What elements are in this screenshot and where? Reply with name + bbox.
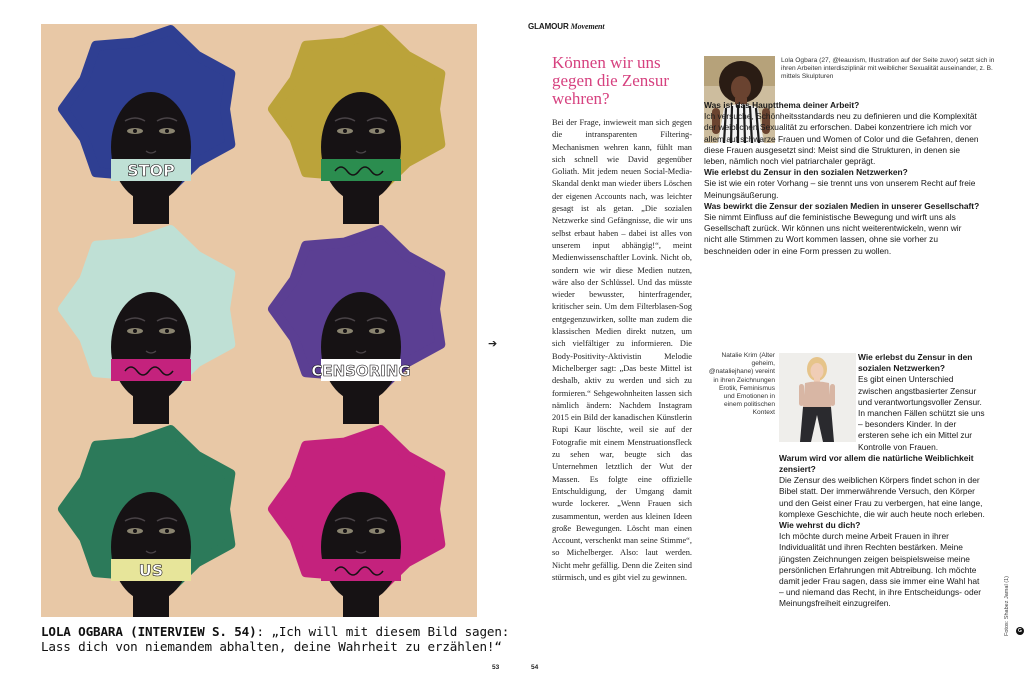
- brand-section: Movement: [570, 22, 605, 31]
- answer-2: Sie ist wie ein roter Vorhang – sie trennt uns von unserem Recht auf freie Meinungsäußerung.: [704, 178, 976, 200]
- magazine-brand: [528, 22, 605, 31]
- question-1: Was ist das Hauptthema deiner Arbeit?: [704, 100, 860, 110]
- answer-1: Ich versuche, Schönheitsstandards neu zu definieren und die Komplexität der weiblichen Sexualität zu erforschen. Dabei konzentriere ich mich vor allem auf schwarze Frauen und Women of Color und die Gefahren, denen diese Frauen ausgesetzt sind: Meist sind die Strukturen, in denen sie leben, nämlich noch viel patriarchaler geprägt.: [704, 111, 979, 167]
- illustration-caption: [41, 624, 511, 654]
- face-4: [273, 230, 440, 424]
- answer-n3: Ich möchte durch meine Arbeit Frauen in ihrer Individualität und ihren Rechten bestärken. Meine jüngsten Zeichnungen zeigen beispielsweise meine persönlichen Erfahrungen mit Abtreibung. Ich möchte damit jeder Frau sagen, dass sie immer eine Wahl hat – und niemand das Recht, in ihre Entscheidungs- oder Meinungsfreiheit einzugreifen.: [779, 531, 982, 609]
- face-label: US: [138, 561, 164, 580]
- six-faces-illustration: [41, 24, 477, 617]
- article-body: Bei der Frage, inwieweit man sich gegen die intransparenten Filtering-Mechanismen wehren kann, fühlt man sich schnell wie David gegenüber Goliath. Mit jedem neuen Social-Media-Skandal denkt man wieder übers Löschen der eigenen Accounts nach, was leichter gesagt ist als getan. „Die sozialen Netzwerke sind Gefängnisse, die wir uns selbst erbaut haben – dabei ist alles von unserem input abhängig!“, meint Medienwissenschaftler Lovink. Nicht ob, sondern wie wir diese Medien nutzen, wäre also der Schlüssel. Und das müsste wieder bewusster, hinterfragender, kritischer sein. Um dem Filterblasen-Sog entgegenzuwirken, sollte man zudem die klassischen Medien direkt nutzen, um sich vielfältiger zu informieren. Die Body-Positivity-Aktivistin Melodie Michelberger sagt: „Das beste Mittel ist deshalb, aktiv zu werden und sich zu formieren.“ Sehgewohnheiten lassen sich nämlich ändern: Nachdem Instagram 2015 ein Bild der kanadischen Künstlerin Rupi Kaur löschte, weil sie auf der Fotografie mit einem Menstruationsfleck zu sehen war, beugte sich das Unternehmen letztlich der Wut der Massen. Es folgte eine offizielle Entschuldigung, der Umgang damit wurde lockerer. „Wenn Frauen sich zusammentun, werden aus kleinen Ideen große Bewegungen. Löscht man einen Account, verschenkt man seine Stimme“, so Michelberger. Also: laut werden. Nicht mehr gefällig. Denn die Zeiten sind stürmisch, und es gibt viel zu gewinnen.: [552, 118, 692, 582]
- bio-lola-ogbara: Lola Ogbara (27, @leauxism, Illustration auf der Seite zuvor) setzt sich in ihren Arbeiten interdisziplinär mit weiblicher Sexualität auseinander, z. B. mittels Skulpturen: [781, 57, 995, 81]
- end-mark-icon: G: [1016, 627, 1024, 635]
- caption-artist: LOLA OGBARA (INTERVIEW S. 54): [41, 624, 257, 639]
- face-6: [273, 430, 440, 617]
- face-label: STOP: [127, 161, 175, 180]
- face-label: CENSORING: [311, 362, 411, 380]
- question-2: Wie erlebst du Zensur in den sozialen Netzwerken?: [704, 167, 908, 178]
- illustration-panel: [41, 24, 477, 617]
- bio-natalie-krim: Natalie Krim (Alter geheim, @nataliejhane) vereint in ihren Zeichnungen Erotik, Feminismus und Emotionen in einem politischen Kontext: [708, 352, 775, 417]
- question-n1: Wie erlebst du Zensur in den sozialen Netzwerken?: [858, 352, 973, 374]
- arrow-right-icon: ➔: [488, 337, 498, 350]
- brand-name: GLAMOUR: [528, 22, 569, 31]
- question-n3: Wie wehrst du dich?: [779, 520, 861, 531]
- page-number-right: 54: [531, 664, 539, 671]
- answer-n2: Die Zensur des weiblichen Körpers findet schon in der Bibel statt. Der immerwährende Versuch, den Körper und den Geist einer Frau zu verbergen, hat eine lange, komplexe Geschichte, die wir auch heute noch erleben.: [779, 475, 985, 519]
- caption-quote: : „Ich will mit diesem Bild sagen: Lass dich von niemandem abhalten, deine Wahrheit zu erzählen!“: [41, 624, 510, 654]
- page-number-left: 53: [492, 664, 500, 671]
- article-headline: Können wir uns gegen die Zensur wehren?: [552, 53, 670, 108]
- gag-band: [321, 559, 401, 581]
- face-3: [63, 230, 230, 424]
- gag-band: [111, 359, 191, 381]
- face-2: [273, 30, 440, 224]
- photo-credit: Fotos: Shabez Jamal (1): [1004, 576, 1010, 636]
- answer-n1: Es gibt einen Unterschied zwischen angstbasierter Zensur und verantwortungsvoller Zensur. In manchen Fällen schützt sie uns – besonders Kinder. In der ersteren sehe ich ein Mittel zur Kontrolle von Frauen.: [858, 374, 985, 452]
- interview-natalie: [779, 352, 985, 610]
- interview-lola: [704, 100, 980, 257]
- face-5: [63, 430, 230, 617]
- question-n2: Warum wird vor allem die natürliche Weiblichkeit zensiert?: [779, 452, 974, 475]
- answer-3: Sie nimmt Einfluss auf die feministische Bewegung und wirft uns als Gesellschaft zurück. Wir können uns nicht weiterentwickeln, wenn wir nicht alle Stimmen zu Wort kommen lassen, ohne sie vorher zu beschneiden oder in eine Form pressen zu wollen.: [704, 212, 962, 256]
- face-1: [63, 30, 230, 224]
- gag-band: [321, 159, 401, 181]
- question-3: Was bewirkt die Zensur der sozialen Medien in unserer Gesellschaft?: [704, 200, 980, 211]
